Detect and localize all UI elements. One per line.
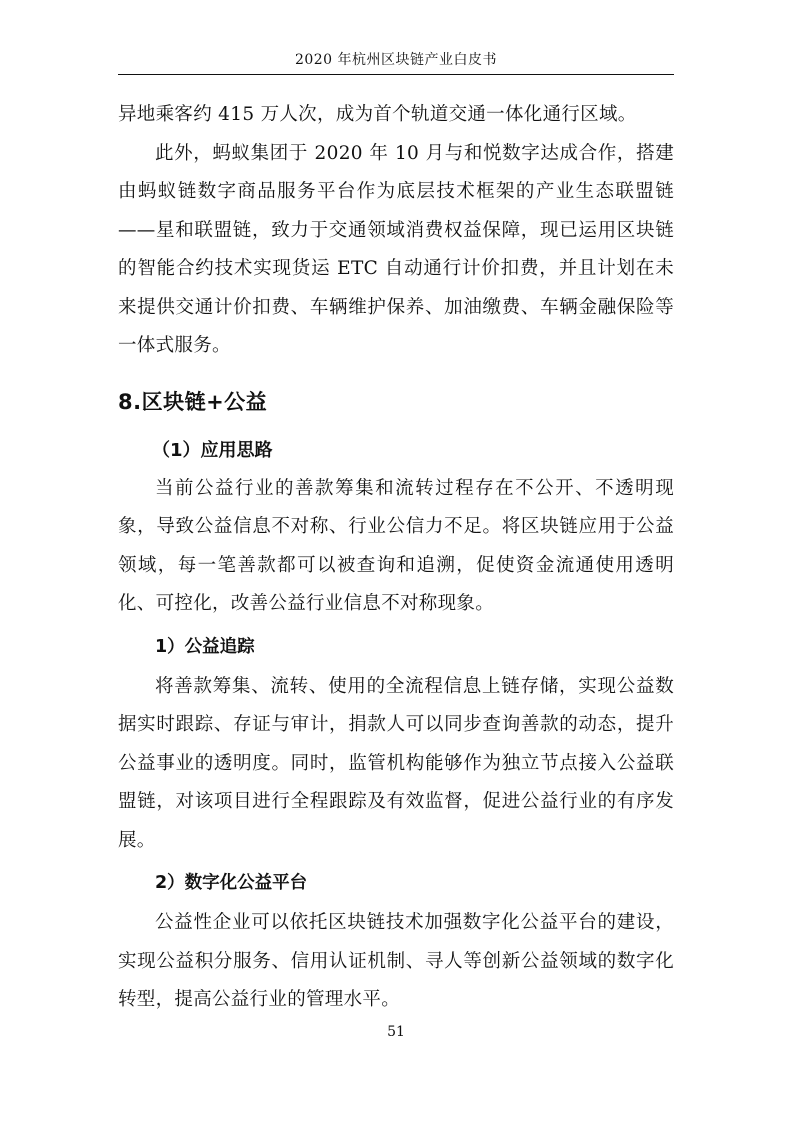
page-number: 51 [387,1024,405,1040]
item-heading-tracking: 1）公益追踪 [155,636,255,657]
document-body [118,96,674,1020]
header-divider [118,74,674,75]
paragraph-ant-group: 此外，蚂蚁集团于 2020 年 10 月与和悦数字达成合作，搭建由蚂蚁链数字商品服务平台作为底层技术框架的产业生态联盟链——星和联盟链，致力于交通领域消费权益保障，现已运用区块链的智能合约技术实现货运 ETC 自动通行计价扣费，并且计划在未来提供交通计价扣费、车辆维护保养、加油缴费、车辆金融保险等一体式服务。 [118,142,674,356]
page-header-title: 2020 年杭州区块链产业白皮书 [294,52,498,68]
subsection-heading: （1）应用思路 [152,439,273,461]
paragraph-continued: 异地乘客约 415 万人次，成为首个轨道交通一体化通行区域。 [118,104,637,125]
section-heading: 8.区块链+公益 [118,389,268,414]
item-heading-digital-platform: 2）数字化公益平台 [155,873,308,893]
paragraph-digital-platform: 公益性企业可以依托区块链技术加强数字化公益平台的建设，实现公益积分服务、信用认证机制、寻人等创新公益领域的数字化转型，提高公益行业的管理水平。 [118,912,674,1010]
paragraph-application-idea: 当前公益行业的善款筹集和流转过程存在不公开、不透明现象，导致公益信息不对称、行业公信力不足。将区块链应用于公益领域，每一笔善款都可以被查询和追溯，促使资金流通使用透明化、可控化，改善公益行业信息不对称现象。 [118,477,674,614]
paragraph-tracking: 将善款筹集、流转、使用的全流程信息上链存储，实现公益数据实时跟踪、存证与审计，捐款人可以同步查询善款的动态，提升公益事业的透明度。同时，监管机构能够作为独立节点接入公益联盟链，对该项目进行全程跟踪及有效监督，促进公益行业的有序发展。 [118,675,674,851]
